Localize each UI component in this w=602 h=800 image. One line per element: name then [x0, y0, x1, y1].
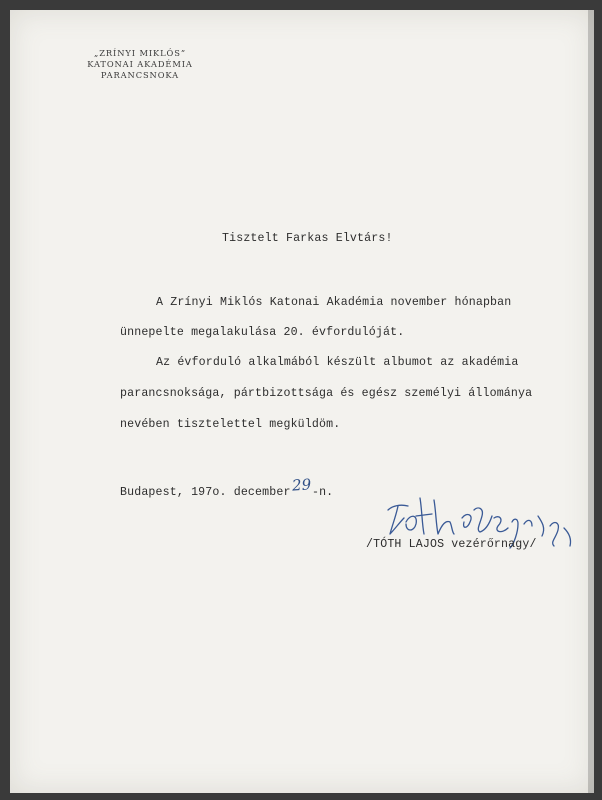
signatory-name: /TÓTH LAJOS vezérőrnagy/ [366, 538, 537, 551]
letterhead-line-3: PARANCSNOKA [100, 70, 180, 80]
letterhead-line-1: „ZRÍNYI MIKLÓS” [94, 48, 186, 58]
body-paragraph-2-line-3: nevében tisztelettel megküldöm. [120, 418, 341, 431]
body-paragraph-2-line-1: Az évforduló alkalmából készült albumot az akadémia [156, 356, 519, 369]
body-paragraph-1-line-1: A Zrínyi Miklós Katonai Akadémia november hónapban [156, 296, 512, 309]
letter-page [10, 10, 594, 793]
body-paragraph-1-line-2: ünnepelte megalakulása 20. évfordulóját. [120, 326, 405, 339]
scan-edge-shadow [588, 10, 594, 793]
signature-text: Tóth Lajos [382, 471, 452, 488]
letterhead [60, 48, 220, 81]
letterhead-line-2: KATONAI AKADÉMIA [87, 59, 193, 69]
handwritten-day: 29 [290, 475, 312, 495]
date-line [120, 475, 334, 499]
date-suffix: -n. [311, 486, 334, 499]
salutation: Tisztelt Farkas Elvtárs! [222, 232, 393, 245]
body-paragraph-2-line-2: parancsnoksága, pártbizottsága és egész személyi állománya [120, 387, 533, 400]
date-prefix: Budapest, 197o. december [120, 486, 291, 499]
